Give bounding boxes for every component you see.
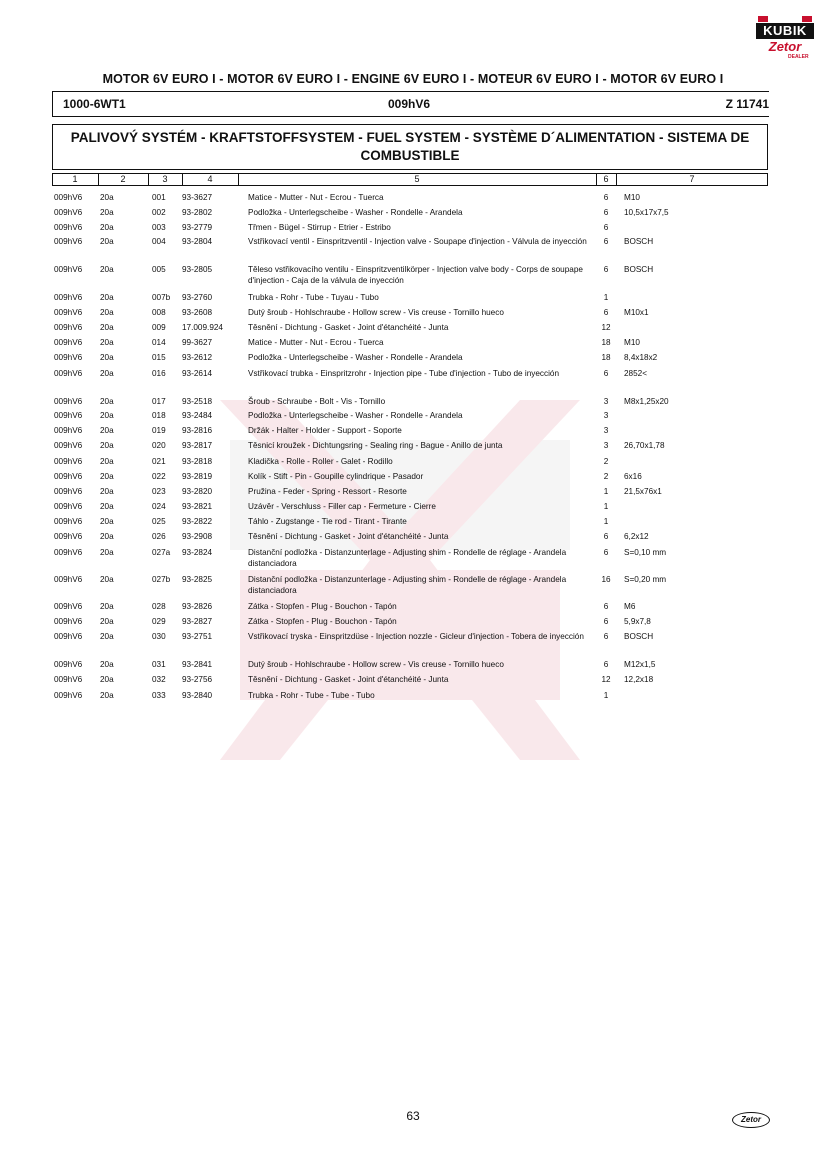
- table-cell-c4: 93-2802: [182, 208, 213, 217]
- table-cell-c7: 6x16: [624, 472, 642, 481]
- table-cell-c4: 93-3627: [182, 193, 213, 202]
- table-cell-c6: 6: [603, 369, 609, 378]
- table-cell-c4: 93-2841: [182, 660, 213, 669]
- table-cell-c1: 009hV6: [54, 353, 83, 362]
- table-cell-c6: 6: [603, 660, 609, 669]
- table-cell-c1: 009hV6: [54, 338, 83, 347]
- table-cell-c5: Uzávěr - Verschluss - Filler cap - Fermeture - Cierre: [248, 502, 436, 511]
- table-cell-c6: 1: [603, 517, 609, 526]
- table-cell-c2: 20a: [100, 675, 114, 684]
- table-cell-c4: 17.009.924: [182, 323, 223, 332]
- table-cell-c4: 93-2518: [182, 397, 213, 406]
- column-header: 7: [689, 174, 695, 184]
- table-cell-c4: 93-2756: [182, 675, 213, 684]
- table-cell-c2: 20a: [100, 426, 114, 435]
- table-cell-c3: 023: [152, 487, 166, 496]
- table-cell-c7: BOSCH: [624, 237, 654, 246]
- table-cell-c2: 20a: [100, 338, 114, 347]
- table-cell-c7: 8,4x18x2: [624, 353, 658, 362]
- table-cell-c7: M6: [624, 602, 636, 611]
- table-cell-c4: 93-2827: [182, 617, 213, 626]
- table-cell-c3: 020: [152, 441, 166, 450]
- table-cell-c3: 032: [152, 675, 166, 684]
- table-cell-c4: 93-2484: [182, 411, 213, 420]
- table-cell-c5: Distanční podložka - Distanzunterlage - Adjusting shim - Rondelle de réglage - Arandela distanciadora: [248, 548, 567, 568]
- table-cell-c4: 93-2822: [182, 517, 213, 526]
- table-cell-c3: 025: [152, 517, 166, 526]
- logo-brand: KUBIK: [756, 23, 814, 39]
- table-cell-c6: 6: [603, 308, 609, 317]
- table-cell-c6: 1: [603, 691, 609, 700]
- table-cell-c1: 009hV6: [54, 502, 83, 511]
- table-cell-c3: 001: [152, 193, 166, 202]
- table-cell-c1: 009hV6: [54, 193, 83, 202]
- table-cell-c2: 20a: [100, 308, 114, 317]
- table-cell-c5: Těsnicí kroužek - Dichtungsring - Sealing ring - Bague - Anillo de junta: [248, 441, 503, 450]
- table-cell-c3: 002: [152, 208, 166, 217]
- table-cell-c4: 93-2608: [182, 308, 213, 317]
- group-code: 009hV6: [388, 97, 431, 111]
- page-number: 63: [406, 1109, 420, 1123]
- table-cell-c2: 20a: [100, 353, 114, 362]
- table-cell-c7: 6,2x12: [624, 532, 649, 541]
- table-cell-c6: 6: [603, 237, 609, 246]
- table-cell-c7: M10: [624, 193, 640, 202]
- table-cell-c3: 003: [152, 223, 166, 232]
- table-cell-c7: 5,9x7,8: [624, 617, 651, 626]
- table-cell-c5: Podložka - Unterlegscheibe - Washer - Rondelle - Arandela: [248, 208, 463, 217]
- table-cell-c4: 93-2826: [182, 602, 213, 611]
- table-cell-c4: 93-2804: [182, 237, 213, 246]
- table-cell-c1: 009hV6: [54, 293, 83, 302]
- table-cell-c5: Táhlo - Zugstange - Tie rod - Tirant - Tirante: [248, 517, 407, 526]
- table-cell-c5: Matice - Mutter - Nut - Ecrou - Tuerca: [248, 338, 384, 347]
- table-cell-c6: 6: [603, 193, 609, 202]
- table-cell-c3: 024: [152, 502, 166, 511]
- table-cell-c5: Trubka - Rohr - Tube - Tuyau - Tubo: [248, 293, 379, 302]
- table-cell-c6: 1: [603, 487, 609, 496]
- table-cell-c5: Kolík - Stift - Pin - Goupille cylindrique - Pasador: [248, 472, 424, 481]
- table-cell-c7: M8x1,25x20: [624, 397, 669, 406]
- table-cell-c4: 93-2760: [182, 293, 213, 302]
- table-cell-c3: 009: [152, 323, 166, 332]
- table-cell-c5: Zátka - Stopfen - Plug - Bouchon - Tapón: [248, 602, 397, 611]
- table-cell-c6: 3: [603, 441, 609, 450]
- table-cell-c7: M12x1,5: [624, 660, 656, 669]
- table-cell-c7: 21,5x76x1: [624, 487, 662, 496]
- table-cell-c2: 20a: [100, 502, 114, 511]
- table-cell-c5: Vstřikovací trubka - Einspritzrohr - Injection pipe - Tube d'injection - Tubo de inyección: [248, 369, 560, 378]
- table-cell-c4: 93-2817: [182, 441, 213, 450]
- table-cell-c6: 6: [603, 532, 609, 541]
- table-cell-c2: 20a: [100, 472, 114, 481]
- table-cell-c3: 007b: [152, 293, 171, 302]
- column-header: 6: [603, 174, 609, 184]
- table-cell-c5: Kladička - Rolle - Roller - Galet - Rodillo: [248, 457, 393, 466]
- table-cell-c1: 009hV6: [54, 265, 83, 274]
- table-cell-c5: Těsnění - Dichtung - Gasket - Joint d'étanchéité - Junta: [248, 323, 449, 332]
- table-cell-c1: 009hV6: [54, 487, 83, 496]
- table-cell-c5: Matice - Mutter - Nut - Ecrou - Tuerca: [248, 193, 384, 202]
- page-title: MOTOR 6V EURO I - MOTOR 6V EURO I - ENGINE 6V EURO I - MOTEUR 6V EURO I - MOTOR 6V EURO I: [102, 72, 724, 86]
- table-cell-c5: Dutý šroub - Hohlschraube - Hollow screw - Vis creuse - Tornillo hueco: [248, 660, 504, 669]
- table-cell-c1: 009hV6: [54, 575, 83, 584]
- table-cell-c5: Distanční podložka - Distanzunterlage - Adjusting shim - Rondelle de réglage - Arandela distanciadora: [248, 575, 567, 595]
- table-cell-c5: Podložka - Unterlegscheibe - Washer - Rondelle - Arandela: [248, 353, 463, 362]
- table-cell-c5: Těsnění - Dichtung - Gasket - Joint d'étanchéité - Junta: [248, 532, 449, 541]
- table-cell-c2: 20a: [100, 369, 114, 378]
- table-cell-c7: 26,70x1,78: [624, 441, 665, 450]
- table-cell-c4: 93-2779: [182, 223, 213, 232]
- table-cell-c4: 93-2751: [182, 632, 213, 641]
- table-cell-c4: 93-2825: [182, 575, 213, 584]
- table-cell-c1: 009hV6: [54, 397, 83, 406]
- table-cell-c3: 019: [152, 426, 166, 435]
- table-cell-c2: 20a: [100, 411, 114, 420]
- table-cell-c2: 20a: [100, 532, 114, 541]
- id-bar: [52, 91, 769, 117]
- table-cell-c2: 20a: [100, 208, 114, 217]
- table-cell-c7: 2852<: [624, 369, 647, 378]
- footer-logo: Zetor: [732, 1112, 770, 1128]
- table-cell-c6: 6: [603, 208, 609, 217]
- table-cell-c2: 20a: [100, 617, 114, 626]
- table-cell-c5: Podložka - Unterlegscheibe - Washer - Rondelle - Arandela: [248, 411, 463, 420]
- table-cell-c7: 10,5x17x7,5: [624, 208, 669, 217]
- table-cell-c1: 009hV6: [54, 411, 83, 420]
- table-cell-c3: 029: [152, 617, 166, 626]
- table-cell-c1: 009hV6: [54, 632, 83, 641]
- table-cell-c2: 20a: [100, 457, 114, 466]
- table-cell-c6: 18: [601, 338, 611, 347]
- table-cell-c2: 20a: [100, 660, 114, 669]
- table-cell-c5: Pružina - Feder - Spring - Ressort - Resorte: [248, 487, 407, 496]
- table-cell-c1: 009hV6: [54, 517, 83, 526]
- table-cell-c1: 009hV6: [54, 208, 83, 217]
- table-cell-c2: 20a: [100, 193, 114, 202]
- table-cell-c2: 20a: [100, 632, 114, 641]
- table-cell-c3: 015: [152, 353, 166, 362]
- table-cell-c2: 20a: [100, 223, 114, 232]
- table-cell-c1: 009hV6: [54, 457, 83, 466]
- table-cell-c3: 004: [152, 237, 166, 246]
- table-cell-c5: Vstřikovací tryska - Einspritzdüse - Injection nozzle - Gicleur d'injection - Tobera de inyección: [248, 632, 584, 641]
- table-cell-c1: 009hV6: [54, 675, 83, 684]
- table-cell-c2: 20a: [100, 397, 114, 406]
- table-cell-c3: 014: [152, 338, 166, 347]
- table-cell-c1: 009hV6: [54, 237, 83, 246]
- table-cell-c3: 021: [152, 457, 166, 466]
- table-cell-c6: 18: [601, 353, 611, 362]
- column-header: 1: [72, 174, 78, 184]
- table-cell-c6: 6: [603, 548, 609, 557]
- table-cell-c6: 12: [601, 675, 611, 684]
- table-cell-c3: 022: [152, 472, 166, 481]
- table-cell-c1: 009hV6: [54, 602, 83, 611]
- kubik-zetor-logo: [756, 14, 814, 68]
- table-cell-c4: 93-2612: [182, 353, 213, 362]
- table-cell-c4: 93-2614: [182, 369, 213, 378]
- catalog-number: Z 11741: [725, 97, 769, 111]
- table-cell-c5: Třmen - Bügel - Stirrup - Etrier - Estribo: [248, 223, 391, 232]
- table-cell-c2: 20a: [100, 691, 114, 700]
- section-title: PALIVOVÝ SYSTÉM - KRAFTSTOFFSYSTEM - FUEL SYSTEM - SYSTÈME D´ALIMENTATION - SISTEMA DE COMBUSTIBLE: [52, 124, 768, 170]
- table-cell-c4: 93-2818: [182, 457, 213, 466]
- column-header: 2: [120, 174, 126, 184]
- table-cell-c6: 16: [601, 575, 611, 584]
- table-cell-c2: 20a: [100, 602, 114, 611]
- table-cell-c1: 009hV6: [54, 472, 83, 481]
- column-header: 4: [207, 174, 213, 184]
- table-cell-c5: Šroub - Schraube - Bolt - Vis - Tornillo: [248, 397, 386, 406]
- table-cell-c6: 6: [603, 602, 609, 611]
- table-cell-c6: 1: [603, 502, 609, 511]
- logo-maker: Zetor: [768, 39, 802, 54]
- table-cell-c5: Dutý šroub - Hohlschraube - Hollow screw - Vis creuse - Tornillo hueco: [248, 308, 504, 317]
- table-cell-c6: 6: [603, 265, 609, 274]
- table-cell-c4: 93-2819: [182, 472, 213, 481]
- table-cell-c2: 20a: [100, 237, 114, 246]
- table-cell-c6: 2: [603, 457, 609, 466]
- table-cell-c6: 2: [603, 472, 609, 481]
- column-header-row: [52, 173, 768, 186]
- table-cell-c1: 009hV6: [54, 660, 83, 669]
- table-cell-c5: Trubka - Rohr - Tube - Tube - Tubo: [248, 691, 375, 700]
- table-cell-c1: 009hV6: [54, 548, 83, 557]
- table-cell-c7: BOSCH: [624, 632, 654, 641]
- table-cell-c7: S=0,20 mm: [624, 575, 667, 584]
- table-cell-c6: 6: [603, 632, 609, 641]
- table-cell-c4: 93-2816: [182, 426, 213, 435]
- table-cell-c3: 027b: [152, 575, 171, 584]
- table-cell-c2: 20a: [100, 441, 114, 450]
- table-cell-c7: BOSCH: [624, 265, 654, 274]
- table-cell-c5: Vstřikovací ventil - Einspritzventil - Injection valve - Soupape d'injection - Válvula de inyección: [248, 237, 587, 246]
- table-cell-c1: 009hV6: [54, 691, 83, 700]
- model-code: 1000-6WT1: [63, 97, 126, 111]
- table-cell-c6: 1: [603, 293, 609, 302]
- table-cell-c4: 93-2908: [182, 532, 213, 541]
- table-cell-c7: S=0,10 mm: [624, 548, 667, 557]
- table-cell-c4: 99-3627: [182, 338, 213, 347]
- table-cell-c3: 016: [152, 369, 166, 378]
- table-cell-c3: 005: [152, 265, 166, 274]
- table-cell-c3: 031: [152, 660, 166, 669]
- table-cell-c2: 20a: [100, 575, 114, 584]
- table-cell-c1: 009hV6: [54, 223, 83, 232]
- table-cell-c1: 009hV6: [54, 532, 83, 541]
- table-cell-c1: 009hV6: [54, 323, 83, 332]
- table-cell-c4: 93-2805: [182, 265, 213, 274]
- table-cell-c5: Těsnění - Dichtung - Gasket - Joint d'étanchéité - Junta: [248, 675, 449, 684]
- table-cell-c1: 009hV6: [54, 369, 83, 378]
- table-cell-c6: 12: [601, 323, 611, 332]
- table-cell-c3: 017: [152, 397, 166, 406]
- table-cell-c4: 93-2820: [182, 487, 213, 496]
- table-cell-c3: 033: [152, 691, 166, 700]
- table-cell-c7: M10: [624, 338, 640, 347]
- table-cell-c5: Těleso vstřikovacího ventilu - Einspritzventilkörper - Injection valve body - Corps de soupape d'injection - Caja de la válvula de inyección: [248, 265, 583, 285]
- table-cell-c3: 026: [152, 532, 166, 541]
- table-cell-c3: 027a: [152, 548, 171, 557]
- table-cell-c1: 009hV6: [54, 617, 83, 626]
- table-cell-c6: 6: [603, 617, 609, 626]
- table-cell-c2: 20a: [100, 293, 114, 302]
- table-cell-c2: 20a: [100, 487, 114, 496]
- column-header: 3: [162, 174, 168, 184]
- table-cell-c1: 009hV6: [54, 308, 83, 317]
- table-cell-c2: 20a: [100, 265, 114, 274]
- table-cell-c6: 6: [603, 223, 609, 232]
- table-cell-c3: 008: [152, 308, 166, 317]
- table-cell-c4: 93-2824: [182, 548, 213, 557]
- table-cell-c1: 009hV6: [54, 426, 83, 435]
- table-cell-c2: 20a: [100, 517, 114, 526]
- table-cell-c1: 009hV6: [54, 441, 83, 450]
- table-cell-c6: 3: [603, 397, 609, 406]
- table-cell-c7: 12,2x18: [624, 675, 654, 684]
- logo-sub: DEALER: [788, 54, 809, 60]
- table-cell-c3: 028: [152, 602, 166, 611]
- table-cell-c2: 20a: [100, 323, 114, 332]
- table-cell-c5: Držák - Halter - Holder - Support - Soporte: [248, 426, 402, 435]
- column-header: 5: [414, 174, 420, 184]
- table-cell-c3: 018: [152, 411, 166, 420]
- table-cell-c6: 3: [603, 426, 609, 435]
- table-cell-c4: 93-2840: [182, 691, 213, 700]
- table-cell-c2: 20a: [100, 548, 114, 557]
- table-cell-c6: 3: [603, 411, 609, 420]
- table-cell-c3: 030: [152, 632, 166, 641]
- table-cell-c4: 93-2821: [182, 502, 213, 511]
- table-cell-c7: M10x1: [624, 308, 649, 317]
- table-cell-c5: Zátka - Stopfen - Plug - Bouchon - Tapón: [248, 617, 397, 626]
